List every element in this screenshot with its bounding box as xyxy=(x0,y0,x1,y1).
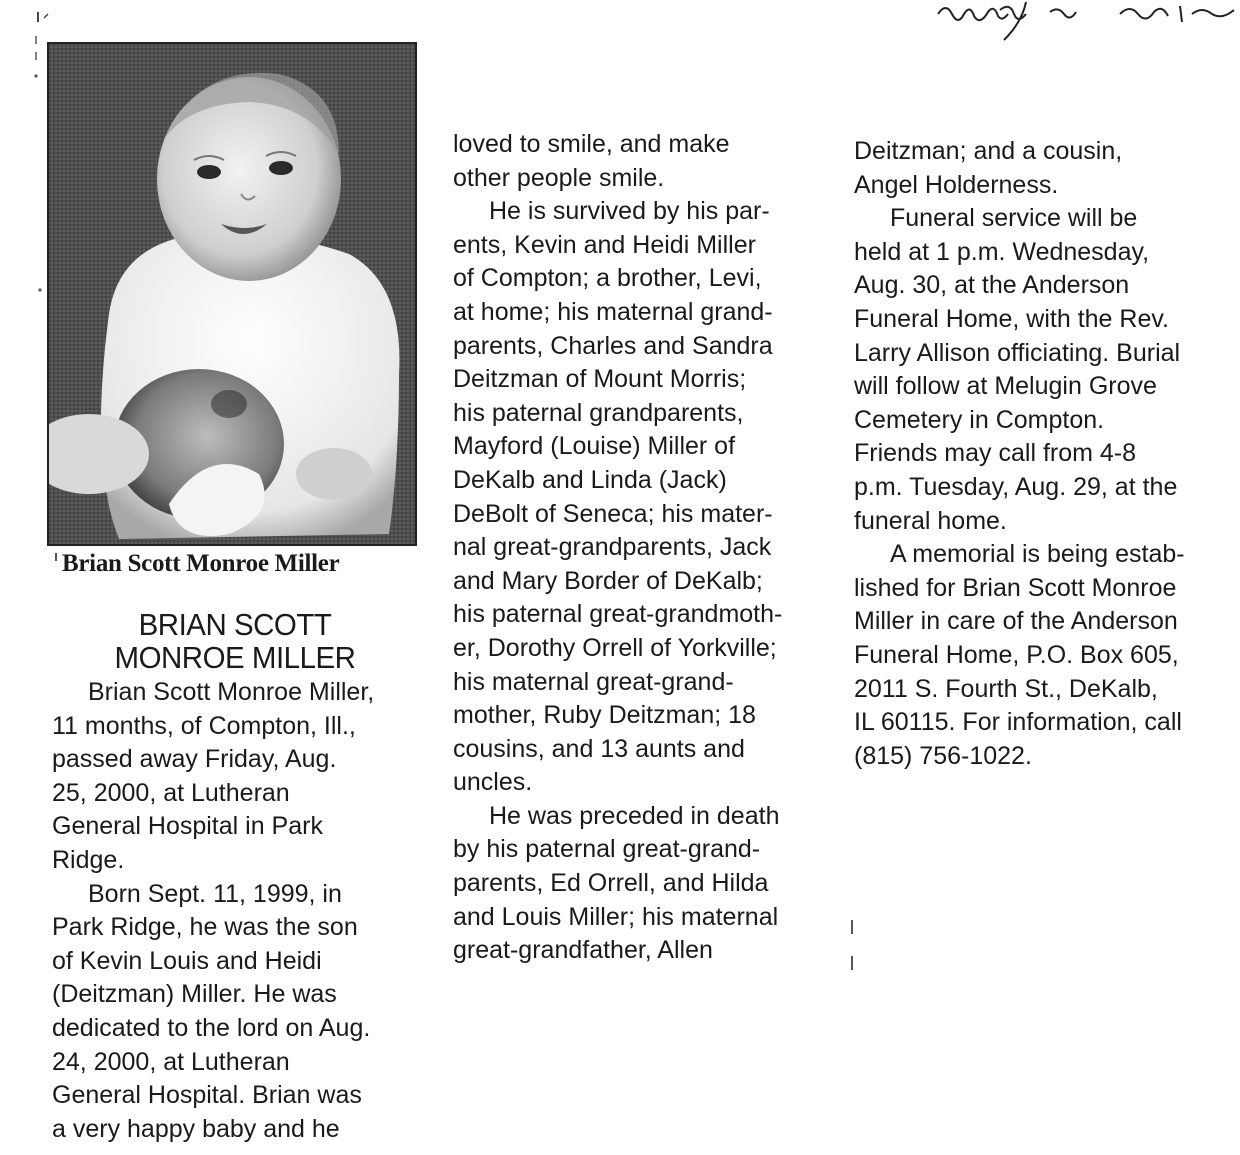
text-line: Brian Scott Monroe Miller, xyxy=(88,678,375,706)
text-line: Miller in care of the Anderson xyxy=(854,607,1178,636)
text-line: Mayford (Louise) Miller of xyxy=(453,432,736,461)
text-line: Larry Allison officiating. Burial xyxy=(854,338,1181,367)
text-line: nal great-grandparents, Jack xyxy=(453,533,772,562)
text-line: cousins, and 13 aunts and xyxy=(453,734,745,763)
column-2 xyxy=(453,128,833,968)
text-line: Funeral Home, P.O. Box 605, xyxy=(854,640,1179,669)
text-line: DeKalb and Linda (Jack) xyxy=(453,465,727,494)
print-speck xyxy=(851,956,853,970)
text-line: his maternal great-grand- xyxy=(453,667,734,696)
text-line: uncles. xyxy=(453,768,533,797)
headline-line-1: BRIAN SCOTT xyxy=(138,607,332,642)
text-line: A memorial is being estab- xyxy=(890,540,1185,569)
text-line: Deitzman of Mount Morris; xyxy=(453,365,747,394)
text-line: loved to smile, and make xyxy=(453,130,730,158)
column-3 xyxy=(854,135,1234,773)
text-line: 11 months, of Compton, Ill., xyxy=(52,711,356,740)
text-line: and Mary Border of DeKalb; xyxy=(453,566,763,595)
text-line: held at 1 p.m. Wednesday, xyxy=(854,237,1150,266)
print-speck xyxy=(55,553,57,561)
handwritten-note xyxy=(930,0,1240,42)
text-line: Funeral Home, with the Rev. xyxy=(854,304,1169,333)
baby-photo-image xyxy=(49,44,415,544)
text-line: Funeral service will be xyxy=(890,204,1138,233)
text-line: funeral home. xyxy=(854,506,1007,535)
text-line: DeBolt of Seneca; his mater- xyxy=(453,499,773,528)
text-line: parents, Ed Orrell, and Hilda xyxy=(453,869,769,898)
text-line: Deitzman; and a cousin, xyxy=(854,137,1123,165)
text-line: p.m. Tuesday, Aug. 29, at the xyxy=(854,472,1178,501)
text-line: General Hospital in Park xyxy=(52,812,323,841)
text-line: Angel Holderness. xyxy=(854,170,1059,199)
text-line: will follow at Melugin Grove xyxy=(854,372,1157,401)
text-line: and Louis Miller; his maternal xyxy=(453,902,779,931)
text-line: dedicated to the lord on Aug. xyxy=(52,1013,371,1042)
text-line: er, Dorothy Orrell of Yorkville; xyxy=(453,633,777,662)
text-line: Park Ridge, he was the son xyxy=(52,913,358,942)
text-line: Cemetery in Compton. xyxy=(854,405,1105,434)
photo-caption: Brian Scott Monroe Miller xyxy=(62,550,340,577)
text-line: Friends may call from 4-8 xyxy=(854,439,1137,468)
text-line: 2011 S. Fourth St., DeKalb, xyxy=(854,674,1158,703)
text-line: other people smile. xyxy=(453,163,665,192)
text-line: Born Sept. 11, 1999, in xyxy=(88,879,342,908)
text-line: of Kevin Louis and Heidi xyxy=(52,946,322,975)
text-line: He was preceded in death xyxy=(489,801,780,830)
column-1 xyxy=(52,676,422,1146)
text-line: mother, Ruby Deitzman; 18 xyxy=(453,701,756,730)
text-line: 25, 2000, at Lutheran xyxy=(52,778,290,807)
text-line: by his paternal great-grand- xyxy=(453,835,761,864)
text-line: IL 60115. For information, call xyxy=(854,708,1182,737)
text-line: Ridge. xyxy=(52,845,125,874)
text-line: of Compton; a brother, Levi, xyxy=(453,264,762,293)
headline-line-2: MONROE MILLER xyxy=(114,640,356,675)
print-speck xyxy=(851,920,853,934)
text-line: parents, Charles and Sandra xyxy=(453,331,773,360)
text-line: Aug. 30, at the Anderson xyxy=(854,271,1130,300)
text-line: (815) 756-1022. xyxy=(854,741,1032,770)
obituary-headline xyxy=(59,608,411,674)
text-line: his paternal grandparents, xyxy=(453,398,744,427)
text-line: 24, 2000, at Lutheran xyxy=(52,1047,290,1076)
text-line: He is survived by his par- xyxy=(489,197,770,226)
text-line: a very happy baby and he xyxy=(52,1114,340,1143)
text-line: lished for Brian Scott Monroe xyxy=(854,573,1177,602)
text-line: General Hospital. Brian was xyxy=(52,1081,362,1110)
text-line: great-grandfather, Allen xyxy=(453,936,713,965)
text-line: (Deitzman) Miller. He was xyxy=(52,980,337,1009)
text-line: passed away Friday, Aug. xyxy=(52,745,337,774)
baby-photo xyxy=(47,42,417,546)
text-line: his paternal great-grandmoth- xyxy=(453,600,783,629)
text-line: ents, Kevin and Heidi Miller xyxy=(453,230,756,259)
text-line: at home; his maternal grand- xyxy=(453,297,773,326)
